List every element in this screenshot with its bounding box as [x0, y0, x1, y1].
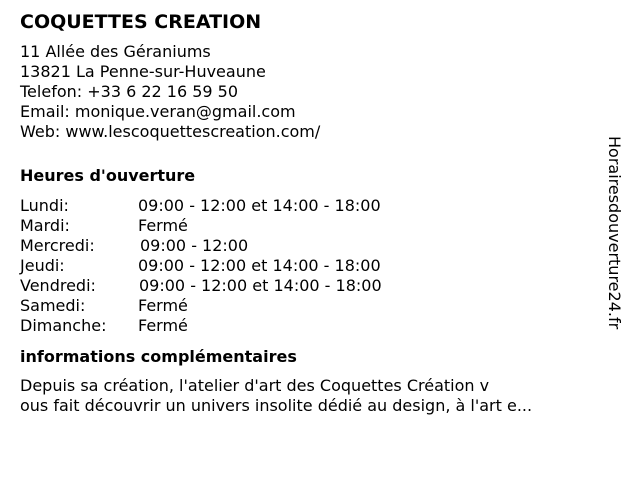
day-label: Mardi: [20, 216, 70, 235]
info-line: ous fait découvrir un univers insolite dédié au design, à l'art e... [20, 396, 533, 415]
hours-row-tuesday [20, 216, 600, 236]
hours-row-wednesday [20, 236, 600, 256]
business-name: COQUETTES CREATION [20, 11, 262, 33]
day-label: Mercredi: [20, 236, 95, 255]
contact-block [20, 42, 600, 142]
phone-line: Telefon: +33 6 22 16 59 50 [20, 82, 239, 101]
day-label: Vendredi: [20, 276, 96, 295]
day-label: Lundi: [20, 196, 69, 215]
day-hours: Fermé [138, 216, 188, 235]
additional-info-heading: informations complémentaires [20, 347, 297, 366]
email-line: Email: monique.veran@gmail.com [20, 102, 296, 121]
day-hours: 09:00 - 12:00 et 14:00 - 18:00 [139, 276, 382, 295]
day-label: Jeudi: [20, 256, 65, 275]
day-hours: Fermé [138, 296, 188, 315]
hours-heading: Heures d'ouverture [20, 166, 196, 185]
additional-info-text [20, 376, 595, 416]
hours-row-saturday [20, 296, 600, 316]
hours-row-thursday [20, 256, 600, 276]
address-city: 13821 La Penne-sur-Huveaune [20, 62, 266, 81]
address-street: 11 Allée des Géraniums [20, 42, 211, 61]
day-label: Dimanche: [20, 316, 107, 335]
opening-hours-table [20, 196, 600, 336]
day-hours: Fermé [138, 316, 188, 335]
day-hours: 09:00 - 12:00 [140, 236, 249, 255]
day-hours: 09:00 - 12:00 et 14:00 - 18:00 [138, 196, 381, 215]
hours-row-monday [20, 196, 600, 216]
hours-row-sunday [20, 316, 600, 336]
hours-row-friday [20, 276, 600, 296]
website-line: Web: www.lescoquettescreation.com/ [20, 122, 321, 141]
info-line: Depuis sa création, l'atelier d'art des Coquettes Création v [20, 376, 490, 395]
day-label: Samedi: [20, 296, 86, 315]
site-watermark: Horairesdouverture24.fr [605, 136, 624, 330]
day-hours: 09:00 - 12:00 et 14:00 - 18:00 [138, 256, 381, 275]
business-card [20, 11, 600, 416]
